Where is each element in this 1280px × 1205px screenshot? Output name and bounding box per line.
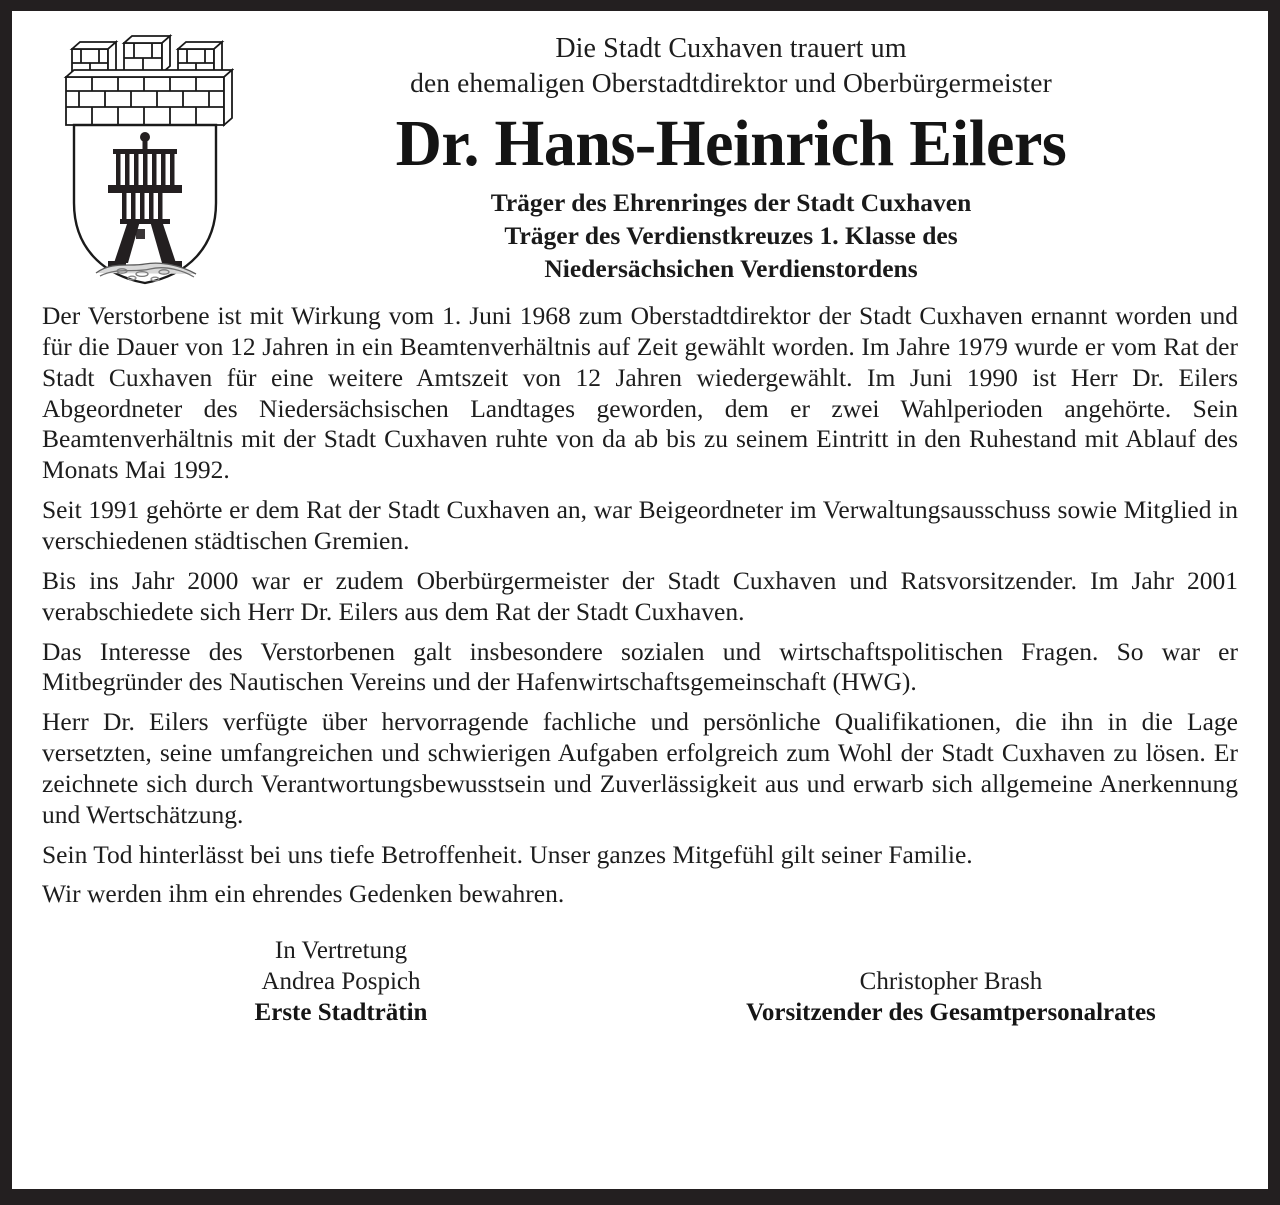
signature-title: Erste Stadträtin — [254, 999, 428, 1027]
mourning-line-2: den ehemaligen Oberstadtdirektor und Oberbürgermeister — [410, 67, 1052, 98]
body-paragraph: Herr Dr. Eilers verfügte über hervorragende fachliche und persönliche Qualifikationen, die ihn in die Lage versetzten, seine umfangreichen und schwierigen Aufgaben erfolgreich zum Wohl der Stadt Cuxhaven zu lösen. Er zeichnete sich durch Verantwortungsbewusstsein und Zuverlässigkeit aus und erwarb sich allgemeine Anerkennung und Wertschätzung. — [42, 707, 1238, 829]
honor-line-1: Träger des Ehrenringes der Stadt Cuxhaven — [490, 187, 972, 217]
coat-of-arms-icon — [40, 29, 250, 285]
signature-prefix: In Vertretung — [274, 937, 408, 965]
signature-name: Christopher Brash — [859, 967, 1043, 995]
body-paragraph: Bis ins Jahr 2000 war er zudem Oberbürgermeister der Stadt Cuxhaven und Ratsvorsitzender. Im Jahr 2001 verabschiedete sich Herr Dr. Eilers aus dem Rat der Stadt Cuxhaven. — [42, 565, 1238, 626]
deceased-name: Dr. Hans-Heinrich Eilers — [395, 107, 1067, 181]
signature-name: Andrea Pospich — [261, 967, 421, 995]
body-paragraph: Sein Tod hinterlässt bei uns tiefe Betroffenheit. Unser ganzes Mitgefühl gilt seiner Familie. — [42, 839, 973, 869]
body-paragraph: Wir werden ihm ein ehrendes Gedenken bewahren. — [42, 879, 565, 909]
body-paragraph: Seit 1991 gehörte er dem Rat der Stadt Cuxhaven an, war Beigeordneter im Verwaltungsausschuss sowie Mitglied in verschiedenen städtischen Gremien. — [42, 495, 1238, 555]
mourning-line-1: Die Stadt Cuxhaven trauert um — [555, 33, 907, 64]
masthead — [12, 11, 1268, 285]
honor-line-3: Niedersächsichen Verdienstordens — [544, 253, 918, 283]
signature-left — [42, 936, 664, 1029]
obituary-sheet — [12, 11, 1268, 1189]
body-paragraph: Der Verstorbene ist mit Wirkung vom 1. Juni 1968 zum Oberstadtdirektor der Stadt Cuxhaven ernannt worden und für die Dauer von 12 Jahren in ein Beamtenverhältnis auf Zeit gewählt worden. Im Jahre 1979 wurde er vom Rat der Stadt Cuxhaven für eine weitere Amtszeit von 12 Jahren wiedergewählt. Im Juni 1990 ist Herr Dr. Eilers Abgeordneter des Niedersächsischen Landtages geworden, dem er zwei Wahlperioden angehörte. Sein Beamtenverhältnis mit der Stadt Cuxhaven ruhte von da ab bis zu seinem Eintritt in den Ruhestand mit Ablauf des Monats Mai 1992. — [42, 301, 1238, 485]
signature-block — [12, 910, 1268, 1029]
signature-title: Vorsitzender des Gesamtpersonalrates — [746, 999, 1156, 1027]
body-paragraph: Das Interesse des Verstorbenen galt insbesondere sozialen und wirtschaftspolitischen Fragen. So war er Mitbegründer des Nautischen Vereins und der Hafenwirtschaftsgemeinschaft (HWG). — [42, 636, 1238, 697]
headings-block — [250, 31, 1240, 285]
honor-line-2: Träger des Verdienstkreuzes 1. Klasse des — [504, 220, 958, 250]
obituary-body — [12, 285, 1268, 910]
signature-right — [664, 936, 1238, 1029]
